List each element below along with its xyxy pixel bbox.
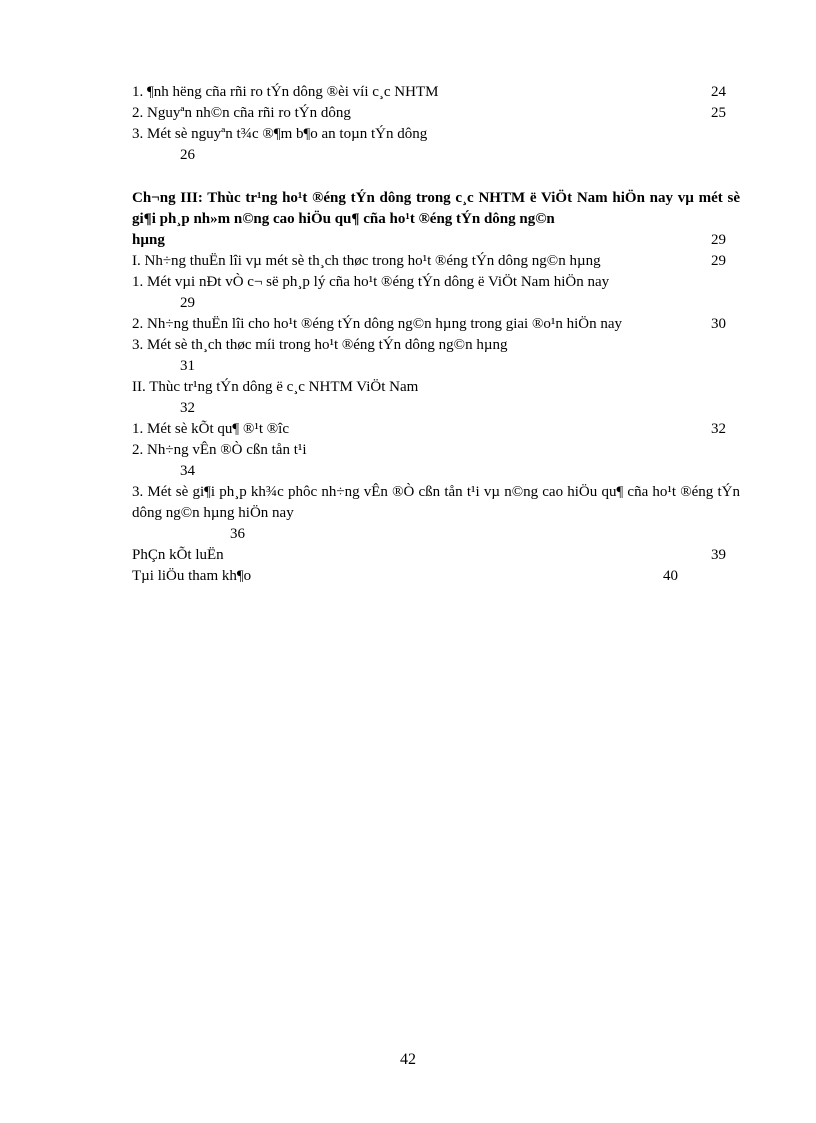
toc-entry-page: 34 xyxy=(180,463,195,479)
toc-entry xyxy=(132,272,740,293)
toc-entry-page: 25 xyxy=(711,105,726,121)
toc-entry-page: 30 xyxy=(711,316,726,332)
toc-entry xyxy=(132,419,740,440)
toc-entry-page: 36 xyxy=(230,526,245,542)
toc-entry xyxy=(132,82,740,103)
section-title: I. Nh÷ng thuËn lîi vµ mét sè th¸ch thøc trong ho¹t ®éng tÝn dông ng©n hµng xyxy=(132,253,601,269)
page-number: 42 xyxy=(400,1051,416,1068)
toc-entry xyxy=(132,314,740,335)
toc-entry-page: 29 xyxy=(180,295,195,311)
toc-entry xyxy=(132,440,740,461)
toc-entry-page: 24 xyxy=(711,84,726,100)
toc-entry-title: 3. Mét sè gi¶i ph¸p kh¾c phôc nh÷ng vÊn ®Ò cßn tån t¹i vµ n©ng cao hiÖu qu¶ cña ho¹t ®éng tÝn dông ng©n hµng hiÖn nay xyxy=(132,484,740,521)
toc-entry xyxy=(132,566,740,587)
toc-entry-page: 26 xyxy=(180,147,195,163)
toc-entry-title: 1. Mét sè kÕt qu¶ ®¹t ®îc xyxy=(132,421,289,437)
chapter-heading-tail: hµng xyxy=(132,232,165,248)
toc-entry-page: 39 xyxy=(711,547,726,563)
toc-entry-title: 3. Mét sè th¸ch thøc míi trong ho¹t ®éng tÝn dông ng©n hµng xyxy=(132,337,508,353)
toc-entry-title: PhÇn kÕt luËn xyxy=(132,547,224,563)
toc-entry-title: 2. Nguyªn nh©n cña rñi ro tÝn dông xyxy=(132,105,351,121)
section-page: 32 xyxy=(180,400,195,416)
toc-entry-title: 1. ¶nh hëng cña rñi ro tÝn dông ®èi víi c¸c NHTM xyxy=(132,84,439,100)
section-heading xyxy=(132,251,740,272)
section-page: 29 xyxy=(711,253,726,269)
section-title: II. Thùc tr¹ng tÝn dông ë c¸c NHTM ViÖt Nam xyxy=(132,379,419,395)
toc-entry-page: 40 xyxy=(663,568,678,584)
section-heading xyxy=(132,377,740,398)
toc-entry xyxy=(132,124,740,145)
toc-entry xyxy=(132,545,740,566)
toc-entry-title: 3. Mét sè nguyªn t¾c ®¶m b¶o an toµn tÝn dông xyxy=(132,126,428,142)
toc-entry-title: 1. Mét vµi nÐt vÒ c¬ së ph¸p lý cña ho¹t ®éng tÝn dông ë ViÖt Nam hiÖn nay xyxy=(132,274,610,290)
toc-entry-title: 2. Nh÷ng vÊn ®Ò cßn tån t¹i xyxy=(132,442,307,458)
chapter-heading: Ch¬ng III: Thùc tr¹ng ho¹t ®éng tÝn dông trong c¸c NHTM ë ViÖt Nam hiÖn nay vµ mét sè gi¶i ph¸p nh»m n©ng cao hiÖu qu¶ cña ho¹t ®éng tÝn dông ng©n xyxy=(132,190,740,227)
chapter-page: 29 xyxy=(711,232,726,248)
toc-entry-title: Tµi liÖu tham kh¶o xyxy=(132,568,252,584)
toc-entry xyxy=(132,103,740,124)
toc-entry-page: 32 xyxy=(711,421,726,437)
toc-entry-title: 2. Nh÷ng thuËn lîi cho ho¹t ®éng tÝn dông ng©n hµng trong giai ®o¹n hiÖn nay xyxy=(132,316,623,332)
table-of-contents xyxy=(132,82,740,587)
chapter-heading-end xyxy=(132,230,740,251)
toc-entry-page: 31 xyxy=(180,358,195,374)
toc-entry xyxy=(132,335,740,356)
